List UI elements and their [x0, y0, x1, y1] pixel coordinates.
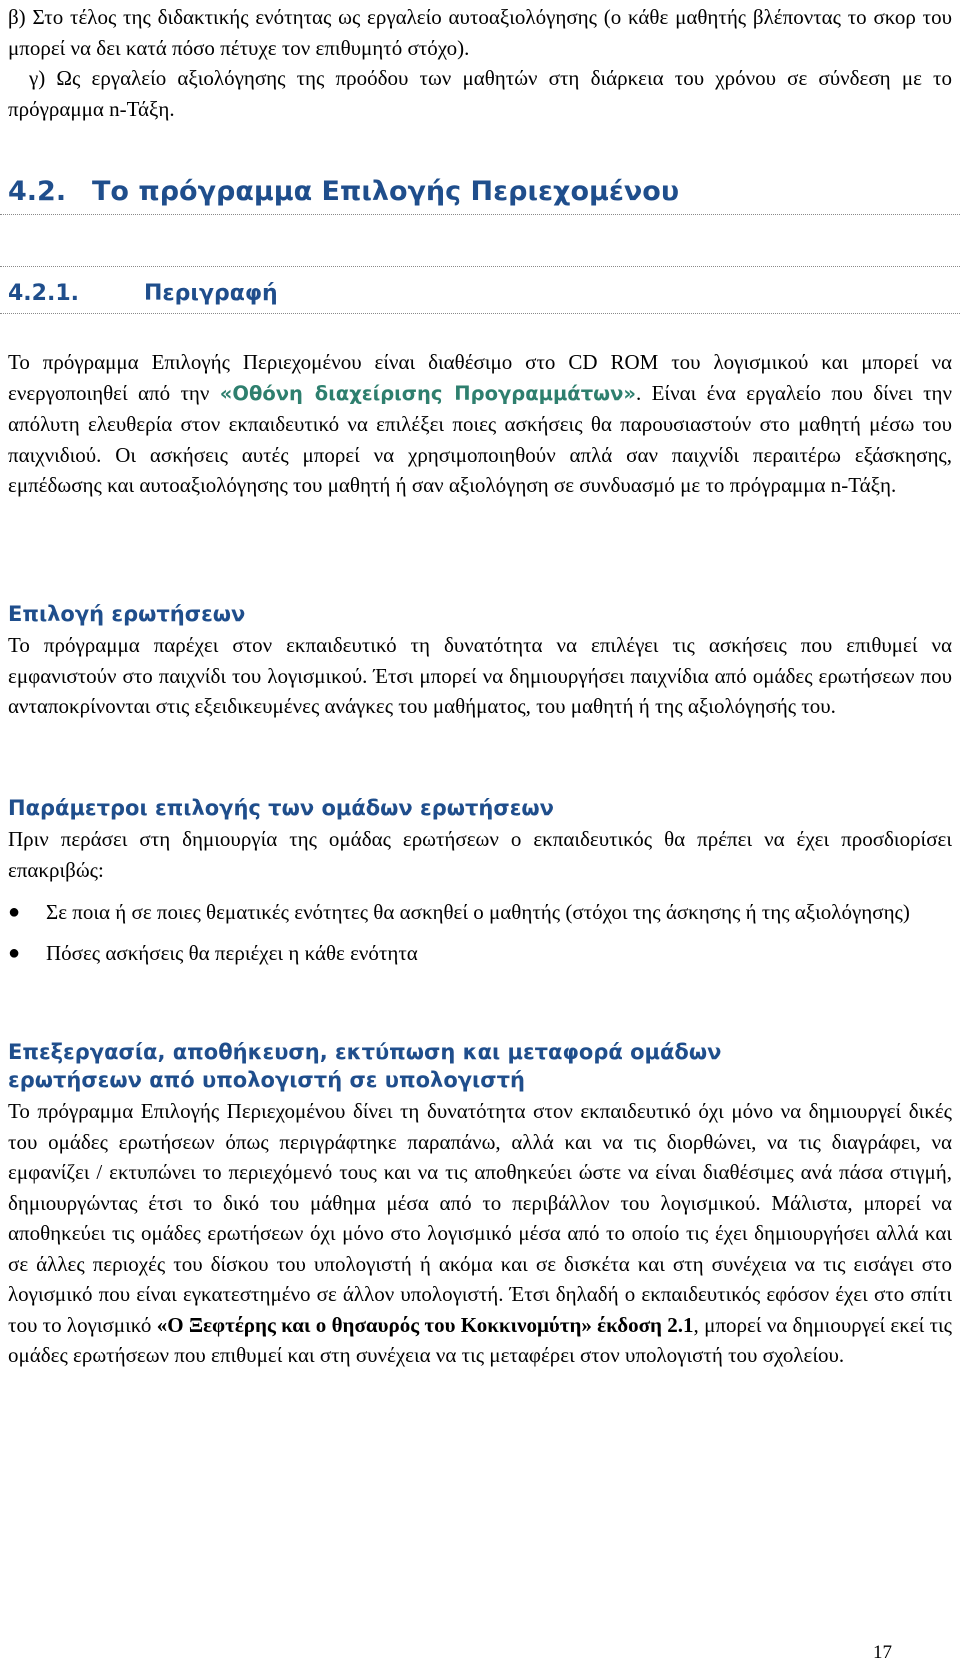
- list-item: ● Σε ποια ή σε ποιες θεματικές ενότητες θα ασκηθεί ο μαθητής (στόχοι της άσκησης ή της αξιολόγησης): [8, 897, 952, 928]
- section-title: Το πρόγραμμα Επιλογής Περιεχομένου: [92, 176, 680, 207]
- section-number: 4.2.: [8, 176, 67, 207]
- subsection-rule-top: [0, 266, 960, 267]
- intro-item-beta: β) Στο τέλος της διδακτικής ενότητας ως εργαλείο αυτοαξιολόγησης (ο κάθε μαθητής βλέποντας το σκορ του μπορεί να δει κατά πόσο πέτυχε τον επιθυμητό στόχο).: [8, 5, 952, 60]
- page-number: 17: [873, 1642, 892, 1663]
- editing-section: [8, 1038, 952, 1371]
- description-paragraph: [8, 347, 952, 501]
- subsection-rule-bottom: [0, 313, 960, 314]
- editing-text-2: , μπορεί να δημιουργεί εκεί τις ομάδες ερωτήσεων που επιθυμεί και στη συνέχεια να τις μεταφέρει στον υπολογιστή του σχολείου.: [8, 1312, 952, 1367]
- parameters-heading: Παράμετροι επιλογής των ομάδων ερωτήσεων: [8, 796, 554, 820]
- intro-list: [8, 2, 952, 124]
- subsection-number: 4.2.1.: [8, 281, 79, 306]
- section-heading: [8, 176, 679, 207]
- parameters-text: Πριν περάσει στη δημιουργία της ομάδας ερωτήσεων ο εκπαιδευτικός θα πρέπει να έχει προσδιορίσει επακριβώς:: [8, 827, 952, 882]
- parameters-bullet-list: [8, 897, 952, 968]
- list-item: ● Πόσες ασκήσεις θα περιέχει η κάθε ενότητα: [8, 938, 952, 969]
- question-selection-section: [8, 600, 952, 722]
- editing-text: [8, 1096, 952, 1371]
- editing-text-1: Το πρόγραμμα Επιλογής Περιεχομένου δίνει τη δυνατότητα στον εκπαιδευτικό όχι μόνο να δημιουργεί δικές του ομάδες ερωτήσεων όπως περιγράφτηκε παραπάνω, αλλά και να τις διορθώνει, να τις διαγράφει, να εμφανίζει / εκτυπώνει το περιεχόμενό τους και να τις αποθηκεύει ώστε να είναι διαθέσιμες ανά πάσα στιγμή, δημιουργώντας έτσι το δικό του μάθημα μέσα από το περιβάλλον του λογισμικού. Μάλιστα, μπορεί να αποθηκεύει τις ομάδες ερωτήσεων όχι μόνο στο λογισμικό μέσα από το οποίο τις έχει δημιουργήσει αλλά και σε άλλες περιοχές του δίσκου του υπολογιστή ή ακόμα και σε δισκέτα και στη συνέχεια να τις εισάγει στο λογισμικό που είναι εγκατεστημένο σε άλλον υπολογιστή. Έτσι δηλαδή ο εκπαιδευτικός εφόσον έχει στο σπίτι του το λογισμικό: [8, 1099, 952, 1337]
- subsection-heading: [8, 281, 278, 306]
- bullet-icon: ●: [8, 941, 21, 964]
- description-text-2: . Είναι ένα εργαλείο που δίνει την απόλυτη ελευθερία στον εκπαιδευτικό να επιλέξει ποιες ασκήσεις θα παρουσιαστούν στο μαθητή μέσω του παιχνιδιού. Οι ασκήσεις αυτές μπορεί να χρησιμοποιηθούν απλά σαν παιχνίδι περαιτέρω εξάσκησης, εμπέδωσης και αυτοαξιολόγησης του μαθητή ή σαν αξιολόγηση σε συνδυασμό με το πρόγραμμα n-Τάξη.: [8, 380, 952, 497]
- parameters-section: [8, 794, 952, 978]
- description-text-1: Το πρόγραμμα Επιλογής Περιεχομένου είναι διαθέσιμο στο CD ROM του λογισμικού και μπορεί να ενεργοποιηθεί από την: [8, 350, 952, 405]
- question-selection-text: Το πρόγραμμα παρέχει στον εκπαιδευτικό τη δυνατότητα να επιλέγει τις ασκήσεις που επιθυμεί να εμφανιστούν στο παιχνίδι του λογισμικού. Έτσι μπορεί να δημιουργήσει παιχνίδια από ομάδες ερωτήσεων που ανταποκρίνονται στις εξειδικευμένες ανάγκες του μαθήματος, του μαθητή ή της αξιολόγησής του.: [8, 633, 952, 718]
- question-selection-heading: Επιλογή ερωτήσεων: [8, 602, 246, 626]
- program-screen-highlight: «Οθόνη διαχείρισης Προγραμμάτων»: [219, 381, 636, 405]
- editing-heading: Επεξεργασία, αποθήκευση, εκτύπωση και μεταφορά ομάδων ερωτήσεων από υπολογιστή σε υπολογιστή: [8, 1040, 722, 1092]
- intro-item-gamma: γ) Ως εργαλείο αξιολόγησης της προόδου των μαθητών στη διάρκεια του χρόνου σε σύνδεση με το πρόγραμμα n-Τάξη.: [8, 66, 952, 121]
- subsection-title: Περιγραφή: [144, 281, 278, 306]
- software-title: «Ο Ξεφτέρης και ο θησαυρός του Κοκκινομύτη» έκδοση 2.1: [156, 1312, 694, 1337]
- section-rule: [0, 214, 960, 215]
- bullet-icon: ●: [8, 901, 21, 923]
